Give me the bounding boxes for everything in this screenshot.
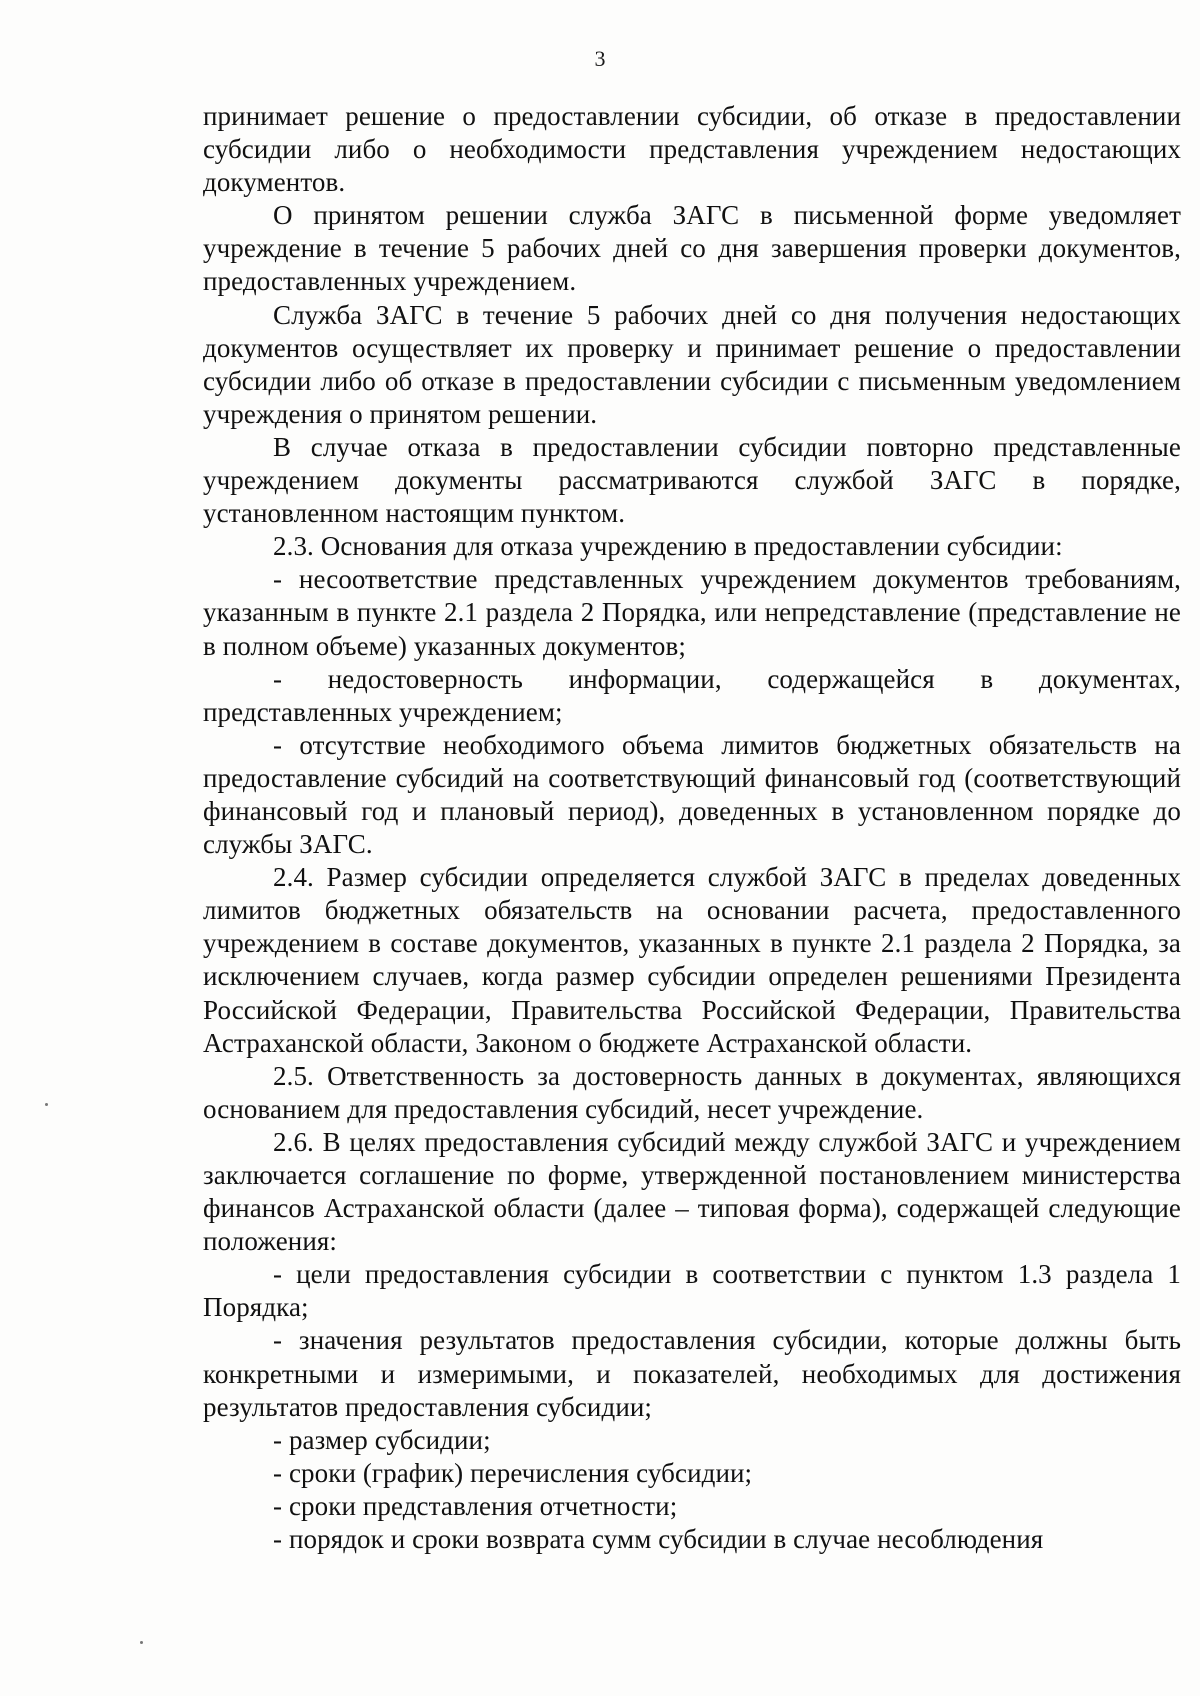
paragraph: принимает решение о предоставлении субсидии, об отказе в предоставлении субсидии либо о необходимости представления учреждением недостающих документов. bbox=[203, 101, 1181, 198]
document-body bbox=[203, 100, 1181, 1556]
page-number: 3 bbox=[594, 46, 606, 71]
list-item: - значения результатов предоставления субсидии, которые должны быть конкретными и измеримыми, и показателей, необходимых для достижения результатов предоставления субсидии; bbox=[203, 1325, 1181, 1422]
list-item: - недостоверность информации, содержащейся в документах, представленных учреждением; bbox=[203, 663, 1181, 727]
paragraph: Служба ЗАГС в течение 5 рабочих дней со дня получения недостающих документов осуществляет их проверку и принимает решение о предоставлении субсидии либо об отказе в предоставлении субсидии с письменным уведомлением учреждения о принятом решении. bbox=[203, 299, 1181, 429]
paragraph-2-4: 2.4. Размер субсидии определяется службой ЗАГС в пределах доведенных лимитов бюджетных обязательств на основании расчета, предоставленного учреждением в составе документов, указанных в пункте 2.1 раздела 2 Порядка, за исключением случаев, когда размер субсидии определен решениями Президента Российской Федерации, Правительства Российской Федерации, Правительства Астраханской области, Законом о бюджете Астраханской области. bbox=[203, 862, 1181, 1058]
list-item: - сроки (график) перечисления субсидии; bbox=[273, 1457, 753, 1488]
scan-speck bbox=[140, 1641, 143, 1644]
section-heading-2-3: 2.3. Основания для отказа учреждению в предоставлении субсидии: bbox=[273, 531, 1063, 562]
list-item: - сроки представления отчетности; bbox=[273, 1490, 678, 1521]
paragraph-2-6: 2.6. В целях предоставления субсидий между службой ЗАГС и учреждением заключается соглашение по форме, утвержденной постановлением министерства финансов Астраханской области (далее – типовая форма), содержащей следующие положения: bbox=[203, 1126, 1181, 1257]
paragraph: О принятом решении служба ЗАГС в письменной форме уведомляет учреждение в течение 5 рабочих дней со дня завершения проверки документов, предоставленных учреждением. bbox=[203, 200, 1181, 297]
list-item: - цели предоставления субсидии в соответствии с пунктом 1.3 раздела 1 Порядка; bbox=[203, 1259, 1181, 1323]
list-item: - отсутствие необходимого объема лимитов бюджетных обязательств на предоставление субсидий на соответствующий финансовый год (соответствующий финансовый год и плановый период), доведенных в установленном порядке до службы ЗАГС. bbox=[203, 729, 1181, 860]
paragraph-2-5: 2.5. Ответственность за достоверность данных в документах, являющихся основанием для предоставления субсидий, несет учреждение. bbox=[203, 1060, 1181, 1124]
scan-speck bbox=[45, 1103, 48, 1106]
paragraph: В случае отказа в предоставлении субсидии повторно представленные учреждением документы рассматриваются службой ЗАГС в порядке, установленном настоящим пунктом. bbox=[203, 431, 1181, 529]
list-item-last: - порядок и сроки возврата сумм субсидии в случае несоблюдения bbox=[273, 1524, 1044, 1555]
list-item: - несоответствие представленных учреждением документов требованиям, указанным в пункте 2.1 раздела 2 Порядка, или непредставление (представление не в полном объеме) указанных документов; bbox=[203, 564, 1181, 661]
list-item: - размер субсидии; bbox=[273, 1424, 491, 1455]
